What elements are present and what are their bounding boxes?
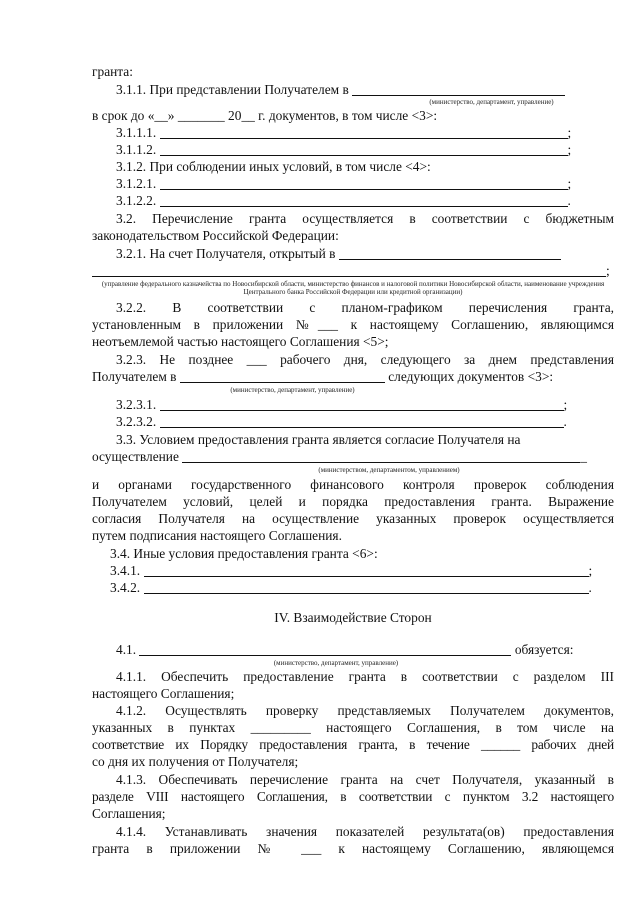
fill-in-blank xyxy=(160,194,568,207)
punctuation: _ xyxy=(580,449,587,464)
clause-3-1-2: 3.1.2. При соблюдении иных условий, в том числе <4>: xyxy=(116,159,431,174)
fill-in-blank xyxy=(339,247,561,260)
text-line: 3.1.2.1. xyxy=(116,176,157,191)
text-line xyxy=(92,449,614,465)
clause-3-2-2: 3.2.2. В соответствии с планом-графиком перечисления гранта, xyxy=(116,300,614,315)
punctuation: ; xyxy=(567,142,572,157)
clause-3-1-1-2 xyxy=(92,142,614,158)
text-line: соответствие их Порядку предоставления гранта, в течение ______ рабочих дней xyxy=(92,737,614,752)
clause-3-4-2 xyxy=(92,580,614,596)
fill-in-blank xyxy=(180,370,385,383)
blank-line-row xyxy=(92,263,614,279)
clause-3-2-3-1 xyxy=(92,397,614,413)
fill-in-blank xyxy=(160,126,568,139)
clause-4-1-2: 4.1.2. Осуществлять проверку представляемых Получателем документов, xyxy=(116,703,614,718)
text-line: следующих документов <3>: xyxy=(388,369,554,384)
text-line: 3.1.1.1. xyxy=(116,125,157,140)
fill-in-blank xyxy=(160,143,568,156)
clause-3-2-3-2 xyxy=(92,414,614,430)
text-line: установленным в приложении №___ к настоящему Соглашению, являющимся xyxy=(92,317,614,332)
clause-4-1-1: 4.1.1. Обеспечить предоставление гранта в соответствии с разделом III xyxy=(116,669,614,684)
text-line: обязуется: xyxy=(514,642,574,657)
fill-in-blank xyxy=(352,83,565,96)
fill-in-blank xyxy=(139,643,511,656)
text-line xyxy=(92,369,614,385)
text-line: настоящего Соглашения; xyxy=(92,686,235,701)
fill-in-blank xyxy=(92,264,606,277)
punctuation: ; xyxy=(567,125,572,140)
field-caption: (управление федерального казначейства по Новосибирской области, министерство финансов и налоговой политики Новосибирской области, наименование учреждения Центрального банка Российской Федерации или кредитной организации) xyxy=(101,280,605,296)
punctuation: . xyxy=(563,414,567,429)
clause-3-1-1-1 xyxy=(92,125,614,141)
punctuation: ; xyxy=(563,397,568,412)
fill-in-blank xyxy=(160,398,564,411)
clause-3-1-2-1 xyxy=(92,176,614,192)
clause-4-1-4: 4.1.4. Устанавливать значения показателей результата(ов) предоставления xyxy=(116,824,614,839)
punctuation: . xyxy=(567,193,571,208)
field-caption: (министерство, департамент, управление) xyxy=(230,386,355,394)
text-line: неотъемлемой частью настоящего Соглашения <5>; xyxy=(92,334,389,349)
text-line: 3.2.1. На счет Получателя, открытый в xyxy=(116,246,336,261)
text-line: 3.2.3.2. xyxy=(116,414,157,429)
text-line: в срок до «__» _______ 20__ г. документов, в том числе <3>: xyxy=(92,108,438,123)
punctuation: ; xyxy=(606,263,610,278)
text-line: и органами государственного финансового контроля проверок соблюдения xyxy=(92,477,614,492)
text-line: 3.1.1. При представлении Получателем в xyxy=(116,82,349,97)
clause-4-1 xyxy=(92,642,614,658)
text-line: разделе VIII настоящего Соглашения, в соответствии с пунктом 3.2 настоящего xyxy=(92,789,614,804)
text-line: согласия Получателя на осуществление указанных проверок осуществляется xyxy=(92,511,614,526)
clause-3-4-1 xyxy=(92,563,614,579)
field-caption: (министерством, департаментом, управлением) xyxy=(318,466,460,474)
text-line: 3.1.1.2. xyxy=(116,142,157,157)
clause-3-1-2-2 xyxy=(92,193,614,209)
field-caption: (министерство, департамент, управление) xyxy=(429,98,554,106)
text-line: путем подписания настоящего Соглашения. xyxy=(92,528,342,543)
text-line: осуществление xyxy=(92,449,179,464)
fill-in-blank xyxy=(160,415,564,428)
punctuation: . xyxy=(588,580,592,595)
clause-3-2-3: 3.2.3. Не позднее ___ рабочего дня, следующего за днем представления xyxy=(116,352,614,367)
text-line: гранта в приложении № ___ к настоящему Соглашению, являющемся xyxy=(92,841,614,856)
text-line: 4.1. xyxy=(116,642,137,657)
fill-in-blank xyxy=(144,564,589,577)
text-line: 3.4.1. xyxy=(110,563,141,578)
clause-3-3: 3.3. Условием предоставления гранта является согласие Получателя на xyxy=(116,432,521,447)
fill-in-blank xyxy=(160,177,568,190)
clause-3-1-1 xyxy=(92,82,614,98)
text-line: Получателем в xyxy=(92,369,177,384)
clause-3-2: 3.2. Перечисление гранта осуществляется в соответствии с бюджетным xyxy=(116,211,614,226)
text-line: Получателем условий, целей и порядка предоставления гранта. Выражение xyxy=(92,494,614,509)
text-line: 3.2.3.1. xyxy=(116,397,157,412)
text-line: 3.1.2.2. xyxy=(116,193,157,208)
fill-in-blank xyxy=(182,450,580,463)
text-line: гранта: xyxy=(92,64,133,79)
clause-3-2-1 xyxy=(92,246,614,262)
section-heading: IV. Взаимодействие Сторон xyxy=(274,610,432,625)
clause-4-1-3: 4.1.3. Обеспечивать перечисление гранта на счет Получателя, указанный в xyxy=(116,772,614,787)
punctuation: ; xyxy=(567,176,572,191)
text-line: Соглашения; xyxy=(92,806,166,821)
clause-3-4: 3.4. Иные условия предоставления гранта <6>: xyxy=(110,546,378,561)
field-caption: (министерство, департамент, управление) xyxy=(273,659,399,667)
text-line: законодательством Российской Федерации: xyxy=(92,228,339,243)
text-line: указанных в пунктах _________ настоящего Соглашения, в том числе на xyxy=(92,720,614,735)
punctuation: ; xyxy=(588,563,593,578)
text-line: 3.4.2. xyxy=(110,580,141,595)
fill-in-blank xyxy=(144,581,589,594)
text-line: со дня их получения от Получателя; xyxy=(92,754,299,769)
